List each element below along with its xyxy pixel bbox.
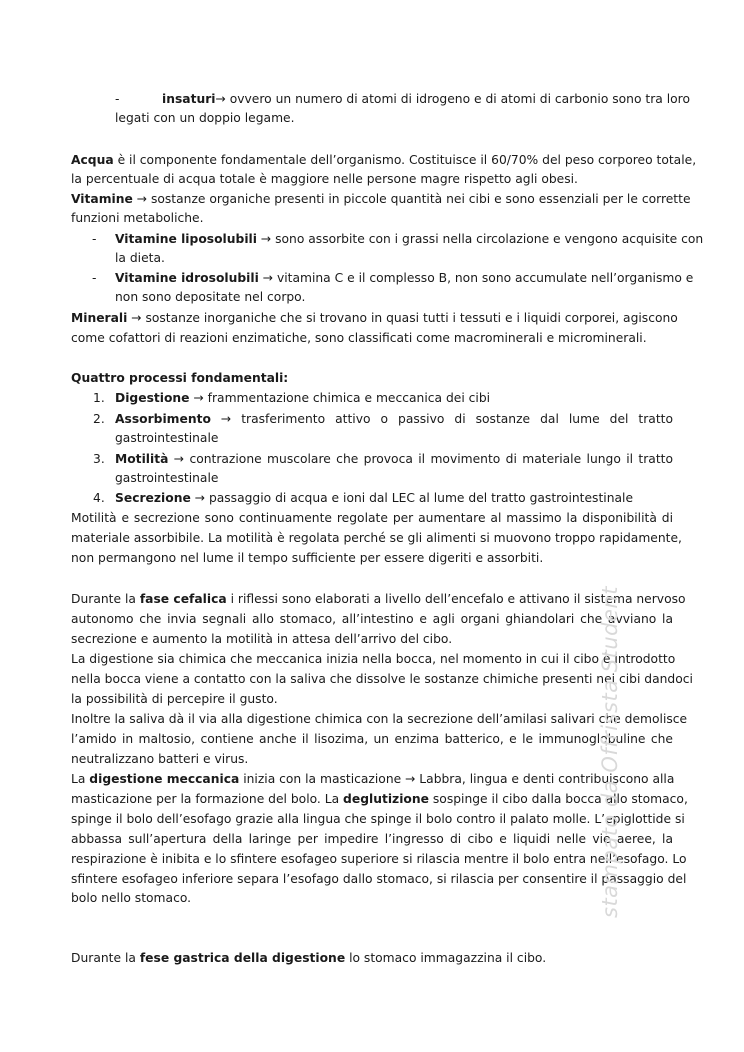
meccanica-line-6: sfintere esofageo inferiore separa l’esofago dallo stomaco, si rilascia per consentire il passaggio del: [71, 872, 687, 886]
processo-motilita-line-1: Motilità → contrazione muscolare che provoca il movimento di materiale lungo il tratto: [115, 452, 674, 466]
term-digestione-meccanica: digestione meccanica: [89, 772, 240, 786]
processo-motilita-line-2: gastrointestinale: [115, 471, 219, 485]
watermark: stampato da Offrissta Student: [598, 586, 622, 918]
bocca-line-3: la possibilità di percepire il gusto.: [71, 692, 278, 706]
cefalica-line-2: autonomo che invia segnali allo stomaco, all’intestino e agli organi ghiandolari che avviano la: [71, 612, 673, 626]
term-secrezione: Secrezione: [115, 491, 191, 505]
motilita-para-line-1: Motilità e secrezione sono continuamente regolate per aumentare al massimo la disponibilità di: [71, 511, 673, 525]
vitamine-liposolubili-line-2: la dieta.: [115, 251, 165, 265]
motilita-para-line-2: materiale assorbibile. La motilità è regolata perché se gli alimenti si muovono troppo rapidamente,: [71, 531, 682, 545]
arrow-icon: →: [189, 391, 208, 405]
vitamine-liposolubili-line-1: Vitamine liposolubili → sono assorbite con i grassi nella circolazione e vengono acquisite con: [115, 232, 704, 246]
gastrica-line: Durante la fese gastrica della digestione lo stomaco immagazzina il cibo.: [71, 951, 547, 965]
saliva-line-2: l’amido in maltosio, contiene anche il lisozima, un enzima batterico, e le immunoglobuline che: [71, 732, 673, 746]
acqua-line-2: la percentuale di acqua totale è maggiore nelle persone magre rispetto agli obesi.: [71, 172, 578, 186]
vitamine-idrosolubili-line-1: Vitamine idrosolubili → vitamina C e il complesso B, non sono accumulate nell’organismo e: [115, 271, 694, 285]
term-acqua: Acqua: [71, 153, 114, 167]
term-vitamine-idrosolubili: Vitamine idrosolubili: [115, 271, 259, 285]
term-deglutizione: deglutizione: [343, 792, 429, 806]
saliva-line-3: neutralizzano batteri e virus.: [71, 752, 249, 766]
meccanica-line-2: masticazione per la formazione del bolo. La deglutizione sospinge il cibo dalla bocca allo stomaco,: [71, 792, 688, 806]
arrow-icon: →: [190, 491, 209, 505]
term-motilita: Motilità: [115, 452, 169, 466]
insaturi-line-1: insaturi→ ovvero un numero di atomi di idrogeno e di atomi di carbonio sono tra loro: [162, 92, 690, 106]
meccanica-line-4: abbassa sull’apertura della laringe per impedire l’ingresso di cibo e liquidi nelle vie aeree, la: [71, 832, 673, 846]
term-fase-gastrica: fese gastrica della digestione: [139, 951, 346, 965]
list-number: 4.: [93, 491, 105, 505]
meccanica-line-5: respirazione è inibita e lo sfintere esofageo superiore si rilascia mentre il bolo entra nell’esofago. Lo: [71, 852, 687, 866]
term-assorbimento: Assorbimento: [115, 412, 211, 426]
motilita-para-line-3: non permangono nel lume il tempo sufficiente per essere digeriti e assorbiti.: [71, 551, 544, 565]
list-number: 2.: [93, 412, 105, 426]
term-vitamine-liposolubili: Vitamine liposolubili: [115, 232, 257, 246]
cefalica-line-3: secrezione e aumento la motilità in attesa dell’arrivo del cibo.: [71, 632, 453, 646]
vitamine-idrosolubili-line-2: non sono depositate nel corpo.: [115, 290, 306, 304]
insaturi-line-2: legati con un doppio legame.: [115, 111, 295, 125]
acqua-line-1: Acqua è il componente fondamentale dell’organismo. Costituisce il 60/70% del peso corporeo totale,: [71, 153, 697, 167]
arrow-icon: →: [258, 271, 277, 285]
minerali-line-2: come cofattori di reazioni enzimatiche, sono classificati come macrominerali e microminerali.: [71, 331, 647, 345]
arrow-icon: →: [127, 311, 146, 325]
processo-digestione: Digestione → frammentazione chimica e meccanica dei cibi: [115, 391, 491, 405]
list-number: 3.: [93, 452, 105, 466]
minerali-line-1: Minerali → sostanze inorganiche che si trovano in quasi tutti i tessuti e i liquidi corporei, agiscono: [71, 311, 678, 325]
arrow-icon: →: [132, 192, 151, 206]
term-insaturi: insaturi: [162, 92, 216, 106]
bocca-line-2: nella bocca viene a contatto con la saliva che dissolve le sostanze chimiche presenti nei cibi dandoci: [71, 672, 693, 686]
processo-assorbimento-line-1: Assorbimento → trasferimento attivo o passivo di sostanze dal lume del tratto: [115, 412, 673, 426]
meccanica-line-1: La digestione meccanica inizia con la masticazione → Labbra, lingua e denti contribuiscono alla: [71, 772, 675, 786]
list-dash: -: [115, 92, 120, 106]
processo-assorbimento-line-2: gastrointestinale: [115, 431, 219, 445]
arrow-icon: →: [210, 412, 242, 426]
vitamine-line-1: Vitamine → sostanze organiche presenti in piccole quantità nei cibi e sono essenziali per le corrette: [71, 192, 691, 206]
vitamine-line-2: funzioni metaboliche.: [71, 211, 204, 225]
cefalica-line-1: Durante la fase cefalica i riflessi sono elaborati a livello dell’encefalo e attivano il sistema nervoso: [71, 592, 686, 606]
saliva-line-1: Inoltre la saliva dà il via alla digestione chimica con la secrezione dell’amilasi salivari che demolisce: [71, 712, 688, 726]
list-dash: -: [92, 232, 97, 246]
term-vitamine: Vitamine: [71, 192, 133, 206]
meccanica-line-3: spinge il bolo dell’esofago grazie alla lingua che spinge il bolo contro il palato molle. L’epiglottide si: [71, 812, 685, 826]
term-digestione: Digestione: [115, 391, 190, 405]
list-number: 1.: [93, 391, 105, 405]
arrow-icon: →: [256, 232, 276, 246]
processi-heading: Quattro processi fondamentali:: [71, 371, 289, 385]
list-dash: -: [92, 271, 97, 285]
term-fase-cefalica: fase cefalica: [139, 592, 227, 606]
processo-secrezione: Secrezione → passaggio di acqua e ioni dal LEC al lume del tratto gastrointestinale: [115, 491, 634, 505]
arrow-icon: →: [168, 452, 190, 466]
bocca-line-1: La digestione sia chimica che meccanica inizia nella bocca, nel momento in cui il cibo è introdotto: [71, 652, 676, 666]
meccanica-line-7: bolo nello stomaco.: [71, 891, 192, 905]
term-minerali: Minerali: [71, 311, 128, 325]
arrow-icon: →: [215, 92, 226, 106]
